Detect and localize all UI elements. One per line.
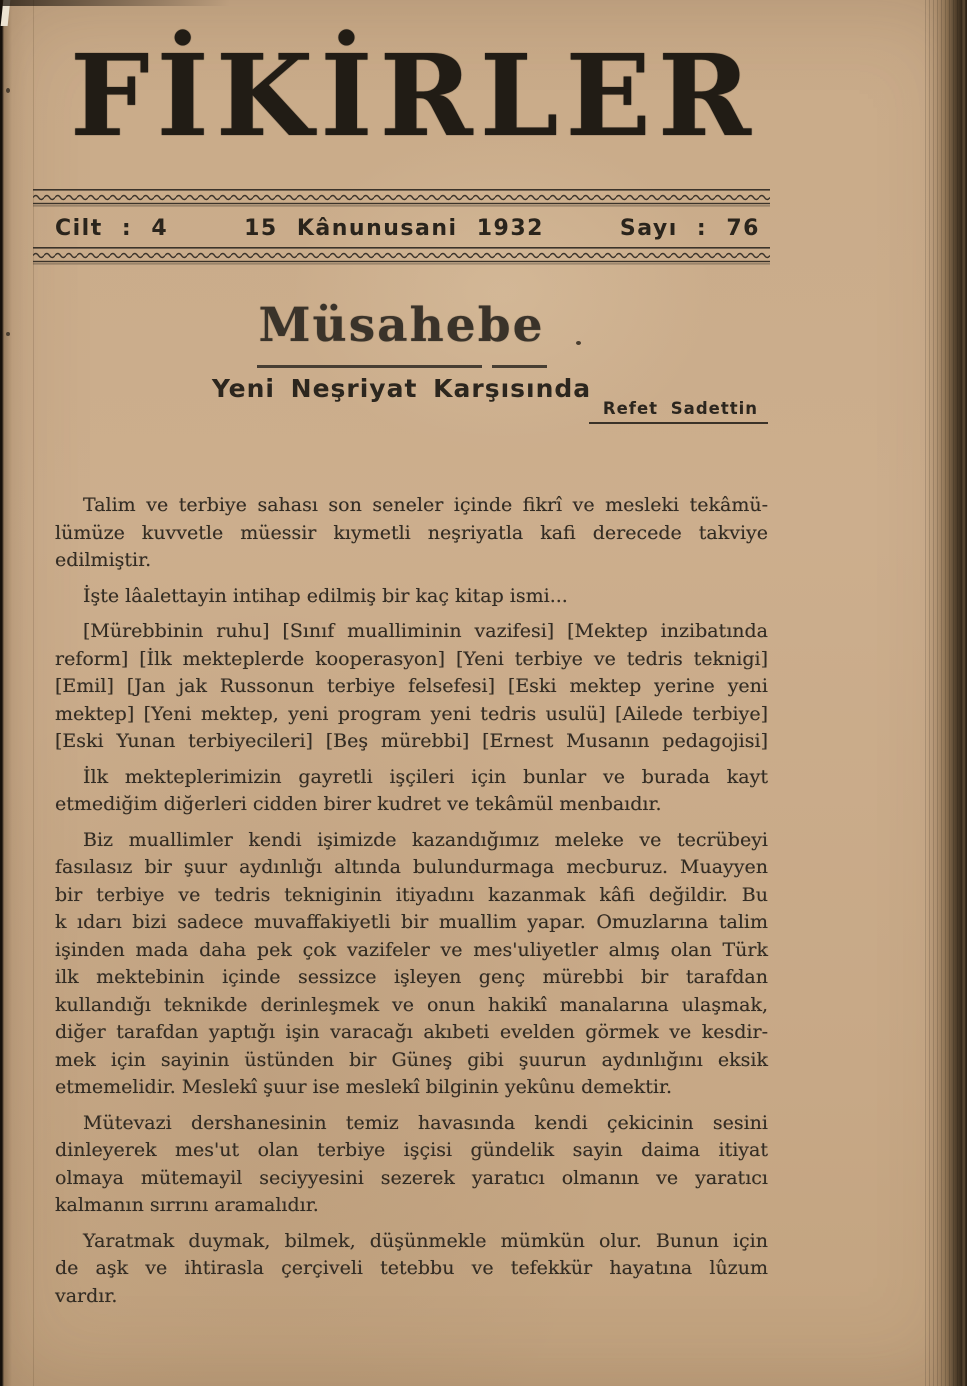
body-line: de aşk ve ihtirasla çerçiveli tetebbu ve tefekkür hayatına lûzum [55,1257,768,1279]
paper-speck [6,332,10,336]
author-name: Refet Sadettin [589,399,768,424]
article-title-block [33,298,770,372]
paragraph [55,1110,768,1220]
body-line: diğer tarafdan yaptığı işin varacağı akıbeti evelden görmek ve kesdir- [55,1021,768,1043]
masthead-title: FİKİRLER [70,31,758,162]
paragraph [55,1228,768,1311]
body-line: Mütevazi dershanesinin temiz havasında kendi çekicinin sesini [83,1111,768,1134]
article-title: Müsahebe [258,298,545,353]
body-line: etmemelidir. Meslekî şuur ise meslekî bilginin yekûnu demektir. [55,1076,672,1098]
zigzag-rule-graphic [33,189,770,207]
body-line: dinleyerek mes'ut olan terbiye işçisi gündelik sayin daima itiyat [55,1139,768,1161]
body-line: kullandığı teknikde derinleşmek ve onun hakikî manalarına ulaşmak, [55,993,768,1016]
body-line: [Emil] [Jan jak Russonun terbiye felsefesi] [Eski mektep yerine yeni [55,675,768,697]
body-line: [Mürebbinin ruhu] [Sınıf mualliminin vazifesi] [Mektep inzibatında [83,620,768,642]
issue-number: Sayı : 76 [619,215,760,241]
body-line: reform] [İlk mekteplerde kooperasyon] [Yeni terbiye ve tedris teknigi] [55,647,768,670]
paragraph [55,492,768,575]
title-underline-segment [257,365,482,368]
article-body [55,492,768,1318]
volume-label: Cilt : 4 [55,215,169,241]
top-edge-shadow [0,0,230,6]
body-line: lümüze kuvvetle müessir kıymetli neşriyatla kafi derecede takviye [55,521,768,544]
body-line: İlk mekteplerimizin gayretli işçileri için bunlar ve burada kayt [83,765,768,788]
article-subtitle: Yeni Neşriyat Karşısında [211,374,592,403]
top-decorative-rule [33,189,770,207]
right-binding-edge [925,0,967,1386]
paragraph [55,583,768,611]
body-line: mektep] [Yeni mektep, yeni program yeni tedris usulü] [Ailede terbiye] [55,702,768,725]
body-line: vardır. [55,1284,118,1307]
issue-date: 15 Kânunusani 1932 [244,215,544,241]
body-line: fasılasız bir şuur aydınlığı altında bulundurmaga mecburuz. Muayyen [55,856,768,878]
zigzag-rule-graphic [33,247,770,265]
body-line: ilk mektebinin içinde sessizce işleyen genç mürebbi bir tarafdan [55,966,768,988]
body-line: Talim ve terbiye sahası son seneler içinde fikrî ve mesleki tekâmü- [83,494,768,516]
title-underline-segment [492,365,547,368]
body-line: olmaya mütemayil seciyyesini sezerek yaratıcı olmanın ve yaratıcı [55,1166,768,1189]
body-line: işinden mada daha pek çok vazifeler ve mes'uliyetler almış olan Türk [55,938,768,961]
body-line: Yaratmak duymak, bilmek, düşünmekle mümkün olur. Bunun için [83,1229,768,1252]
body-line: edilmiştir. [55,549,152,571]
body-line: k ıdarı bizi sadece muvaffakiyetli bir muallim yapar. Omuzlarına talim [55,911,768,933]
body-line: mek için sayinin üstünden bir Güneş gibi şuurun aydınlığını eksik [55,1048,768,1071]
paper-speck [6,88,10,93]
bottom-decorative-rule [33,247,770,265]
body-line: bir terbiye ve tedris tekniginin itiyadını kazanmak kâfi değildir. Bu [55,883,768,906]
left-crease-line [33,0,34,1386]
body-line: [Eski Yunan terbiyecileri] [Beş mürebbi] [Ernest Musanın pedagojisi] [55,730,768,752]
body-line: Biz muallimler kendi işimizde kazandığımız meleke ve tecrübeyi [83,828,768,851]
paragraph [55,618,768,756]
issue-bar [33,211,770,245]
body-line: İşte lâalettayin intihap edilmiş bir kaç kitap ismi... [83,584,568,607]
paragraph [55,764,768,819]
body-line: kalmanın sırrını aramalıdır. [55,1194,319,1216]
left-page-edge [0,0,28,1386]
body-line: etmediğim diğerleri cidden birer kudret ve tekâmül menbaıdır. [55,793,662,815]
title-underline [257,365,547,368]
paragraph [55,827,768,1102]
